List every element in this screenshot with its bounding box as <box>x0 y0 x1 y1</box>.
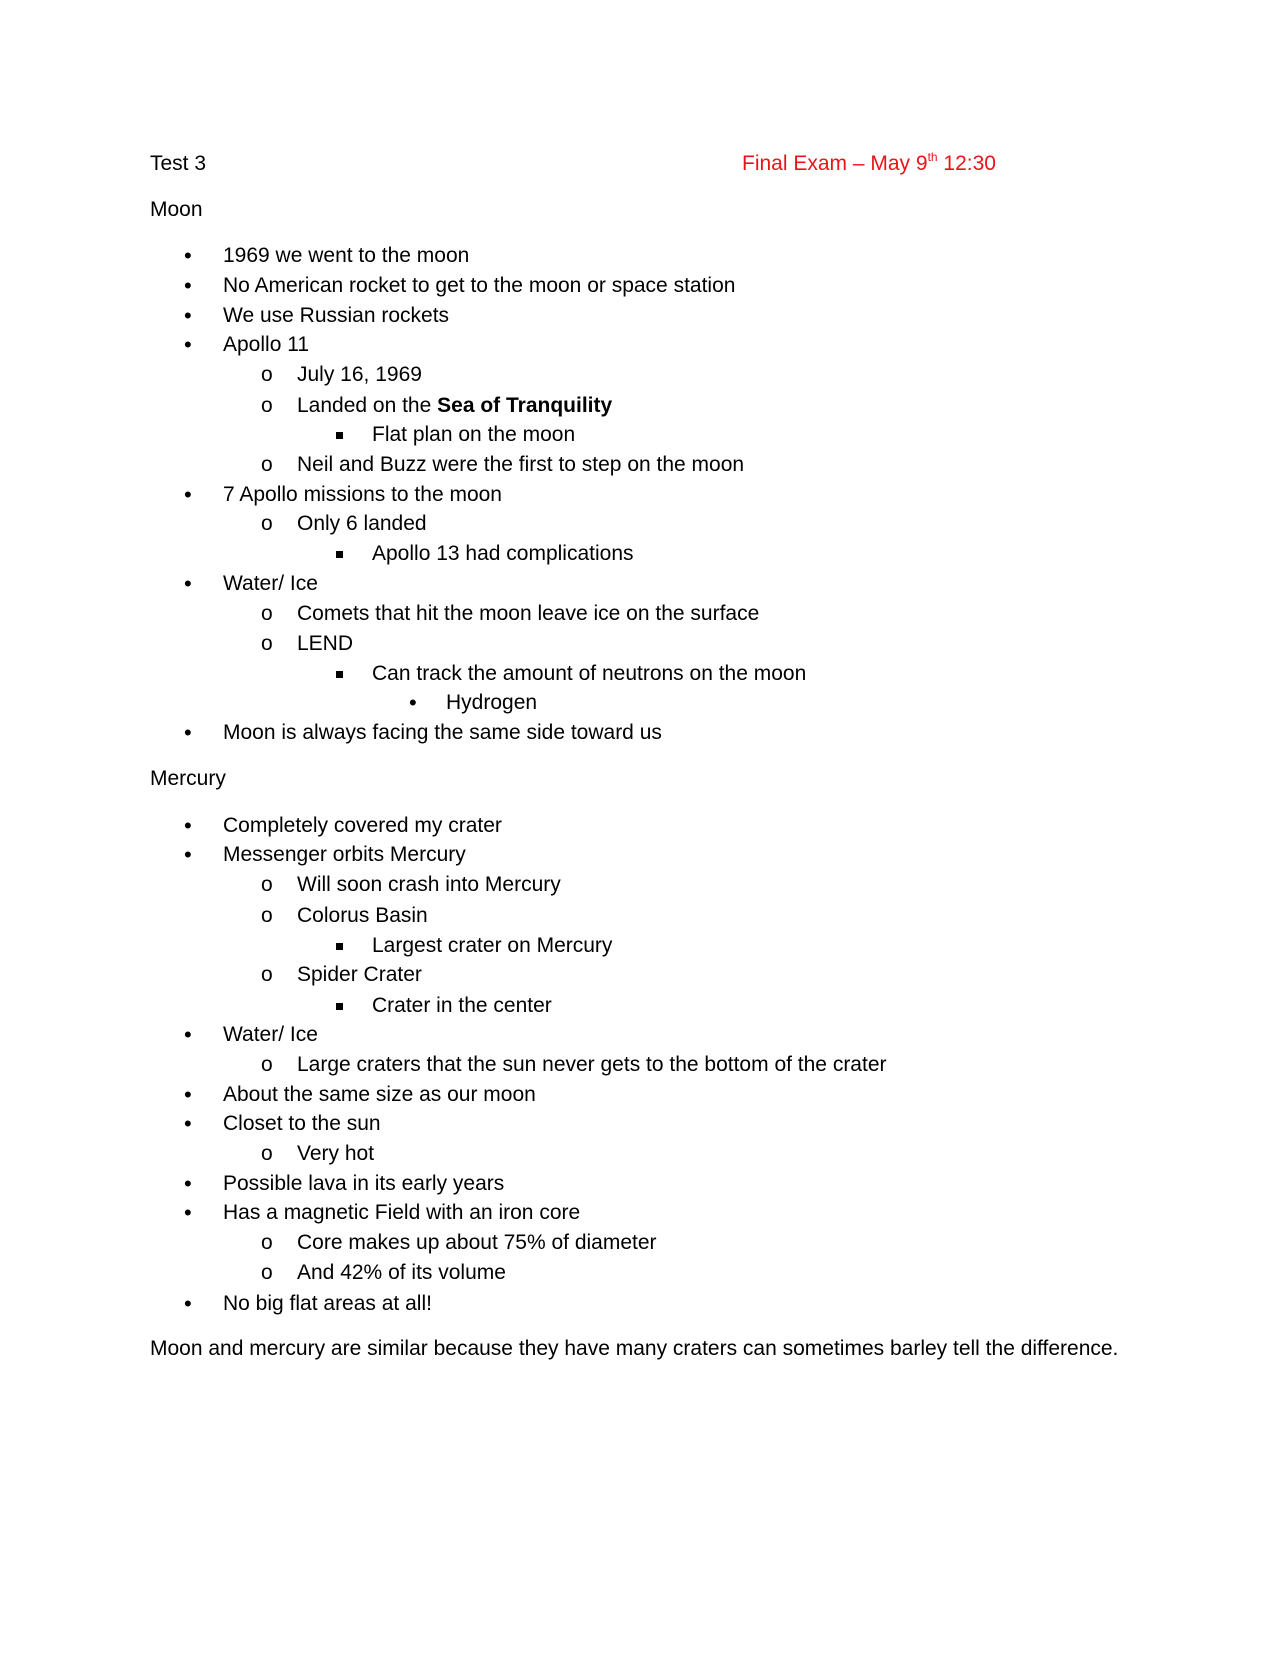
square-marker <box>336 661 343 687</box>
list-item: Large craters that the sun never gets to the bottom of the crater <box>297 1053 887 1076</box>
conclusion-paragraph: Moon and mercury are similar because they have many craters can sometimes barley tell the difference. <box>150 1337 1119 1360</box>
bullet-marker: • <box>184 243 192 268</box>
bullet-marker: • <box>184 571 192 596</box>
list-item: Can track the amount of neutrons on the moon <box>372 662 807 685</box>
bullet-marker: • <box>409 690 417 715</box>
circle-marker: o <box>261 963 273 986</box>
circle-marker: o <box>261 1142 273 1165</box>
list-item: Only 6 landed <box>297 512 427 535</box>
square-marker <box>336 541 343 567</box>
circle-marker: o <box>261 394 273 417</box>
circle-marker: o <box>261 363 273 386</box>
list-item: Has a magnetic Field with an iron core <box>223 1201 581 1224</box>
circle-marker: o <box>261 1053 273 1076</box>
list-item: No American rocket to get to the moon or space station <box>223 274 736 297</box>
bullet-marker: • <box>184 332 192 357</box>
bullet-marker: • <box>184 1200 192 1225</box>
square-marker <box>336 993 343 1019</box>
emphasis-text: Sea of Tranquility <box>437 394 613 417</box>
square-marker <box>336 933 343 959</box>
list-item: No big flat areas at all! <box>223 1292 432 1315</box>
circle-marker: o <box>261 512 273 535</box>
bullet-marker: • <box>184 482 192 507</box>
list-item: Flat plan on the moon <box>372 423 576 446</box>
list-item: Spider Crater <box>297 963 422 986</box>
list-item: Water/ Ice <box>223 1023 318 1046</box>
list-item: Crater in the center <box>372 994 552 1017</box>
list-item: Colorus Basin <box>297 904 428 927</box>
list-item: And 42% of its volume <box>297 1261 506 1284</box>
list-item: Neil and Buzz were the first to step on the moon <box>297 453 745 476</box>
list-item: Very hot <box>297 1142 375 1165</box>
bullet-marker: • <box>184 813 192 838</box>
list-item: We use Russian rockets <box>223 304 450 327</box>
bullet-marker: • <box>184 1171 192 1196</box>
square-marker <box>336 422 343 448</box>
list-item: Moon is always facing the same side toward us <box>223 721 662 744</box>
list-item: Landed on the Sea of Tranquility <box>297 394 613 417</box>
list-item: Hydrogen <box>446 691 538 714</box>
circle-marker: o <box>261 632 273 655</box>
test-title: Test 3 <box>150 152 207 175</box>
mercury-heading: Mercury <box>150 767 226 790</box>
list-item: 7 Apollo missions to the moon <box>223 483 502 506</box>
circle-marker: o <box>261 873 273 896</box>
bullet-marker: • <box>184 273 192 298</box>
bullet-marker: • <box>184 303 192 328</box>
circle-marker: o <box>261 1231 273 1254</box>
final-exam-note: Final Exam – May 9th 12:30 <box>742 150 996 175</box>
moon-heading: Moon <box>150 198 203 221</box>
list-item: LEND <box>297 632 354 655</box>
list-item: July 16, 1969 <box>297 363 422 386</box>
list-item: Water/ Ice <box>223 572 318 595</box>
list-item: Messenger orbits Mercury <box>223 843 466 866</box>
list-item: About the same size as our moon <box>223 1083 536 1106</box>
list-item: Will soon crash into Mercury <box>297 873 561 896</box>
list-item: Completely covered my crater <box>223 814 502 837</box>
bullet-marker: • <box>184 842 192 867</box>
circle-marker: o <box>261 904 273 927</box>
bullet-marker: • <box>184 1022 192 1047</box>
bullet-marker: • <box>184 1291 192 1316</box>
list-item: Comets that hit the moon leave ice on the surface <box>297 602 760 625</box>
bullet-marker: • <box>184 1111 192 1136</box>
bullet-marker: • <box>184 720 192 745</box>
list-item: Largest crater on Mercury <box>372 934 613 957</box>
list-item: Apollo 11 <box>223 333 310 356</box>
circle-marker: o <box>261 1261 273 1284</box>
circle-marker: o <box>261 453 273 476</box>
list-item: Closet to the sun <box>223 1112 381 1135</box>
list-item: 1969 we went to the moon <box>223 244 470 267</box>
bullet-marker: • <box>184 1082 192 1107</box>
list-item: Apollo 13 had complications <box>372 542 634 565</box>
list-item: Possible lava in its early years <box>223 1172 505 1195</box>
circle-marker: o <box>261 602 273 625</box>
list-item: Core makes up about 75% of diameter <box>297 1231 657 1254</box>
